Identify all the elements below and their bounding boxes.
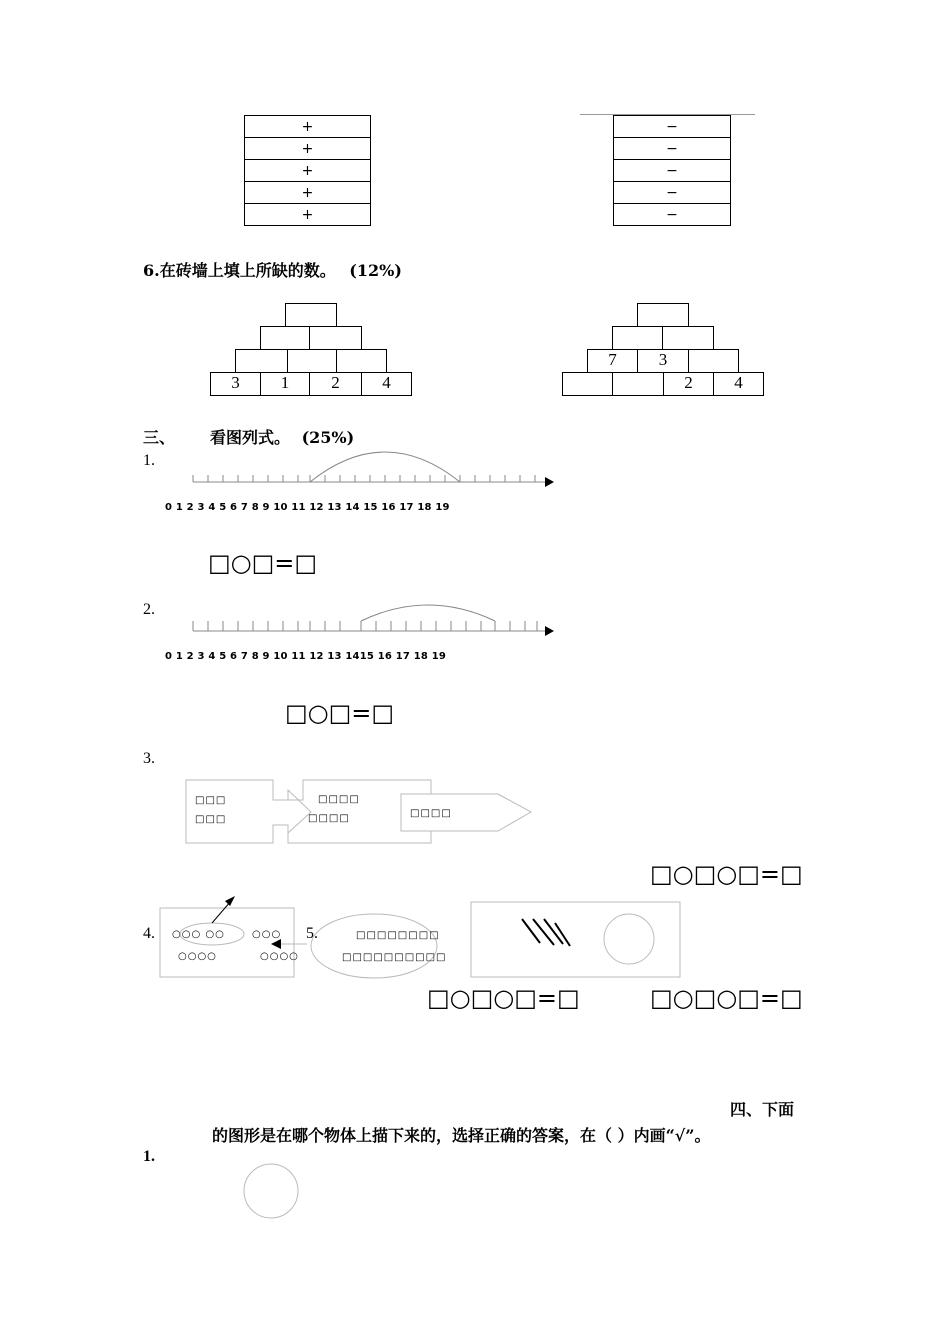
- q3-number: 3.: [143, 750, 155, 767]
- section4-circle-figure: [240, 1160, 302, 1222]
- q1-number: 1.: [143, 452, 155, 469]
- brick[interactable]: [612, 326, 663, 350]
- brick[interactable]: [688, 349, 739, 373]
- brick: 3: [637, 349, 689, 373]
- q3-box2-line2: □□□□: [308, 813, 350, 824]
- q5-ellipse: [305, 910, 455, 985]
- brick: 2: [663, 372, 714, 396]
- brick[interactable]: [287, 349, 337, 373]
- brick[interactable]: [336, 349, 387, 373]
- section3-label: 三、: [143, 428, 176, 447]
- q5-line1: □□□□□□□□: [356, 930, 440, 941]
- brick: 7: [587, 349, 638, 373]
- plus-cell[interactable]: +: [245, 138, 371, 160]
- plus-cell[interactable]: +: [245, 116, 371, 138]
- q3-box3: □□□□: [410, 808, 452, 819]
- brick: 3: [210, 372, 261, 396]
- brick[interactable]: [285, 303, 337, 327]
- section4-heading-line1: 四、下面: [730, 1100, 795, 1119]
- section4-heading-line2: 的图形是在哪个物体上描下来的，选择正确的答案，在（ ）内画“√”。: [212, 1126, 711, 1145]
- q6-heading: [143, 258, 402, 281]
- section3-title: 看图列式。: [210, 428, 291, 447]
- q3-box1-line1: □□□: [195, 795, 227, 806]
- section4-q1-number: 1.: [143, 1148, 155, 1165]
- number-line-1-labels: 0 1 2 3 4 5 6 7 8 9 10 11 12 13 14 15 16 17 18 19: [165, 502, 450, 513]
- plus-cell[interactable]: +: [245, 160, 371, 182]
- minus-cell[interactable]: −: [614, 204, 731, 226]
- q3-box1-line2: □□□: [195, 814, 227, 825]
- brick: 1: [260, 372, 310, 396]
- number-line-2-labels: 0 1 2 3 4 5 6 7 8 9 10 11 12 13 1415 16 17 18 19: [165, 651, 447, 662]
- minus-cell[interactable]: −: [614, 182, 731, 204]
- number-line-1: [185, 440, 565, 495]
- q6-score: (12%): [349, 261, 402, 280]
- minus-cell[interactable]: −: [614, 138, 731, 160]
- q2-number: 2.: [143, 601, 155, 618]
- q3-equation[interactable]: □○□○□=□: [650, 860, 803, 888]
- q2-equation[interactable]: □○□=□: [285, 699, 395, 727]
- q4-row2b: ○○○○: [260, 951, 299, 962]
- minus-cell[interactable]: −: [614, 160, 731, 182]
- q1-equation[interactable]: □○□=□: [208, 549, 318, 577]
- brick[interactable]: [562, 372, 613, 396]
- q4-row1a: ○○○ ○○: [172, 929, 225, 940]
- brick[interactable]: [612, 372, 664, 396]
- brick[interactable]: [260, 326, 310, 350]
- brick[interactable]: [309, 326, 362, 350]
- brick[interactable]: [662, 326, 714, 350]
- q6-number: 6.: [143, 261, 160, 280]
- brick: 2: [309, 372, 362, 396]
- plus-cell[interactable]: +: [245, 182, 371, 204]
- minus-table: [613, 115, 731, 226]
- q4-number: 4.: [143, 925, 155, 942]
- q5-picture: [470, 901, 684, 981]
- number-line-2: [185, 595, 565, 640]
- plus-cell[interactable]: +: [245, 204, 371, 226]
- q4-row1b: ○○○: [252, 929, 282, 940]
- brick: 4: [361, 372, 412, 396]
- q5-equation[interactable]: □○□○□=□: [650, 984, 803, 1012]
- q3-box2-line1: □□□□: [318, 794, 360, 805]
- brick[interactable]: [235, 349, 288, 373]
- q5-line2: □□□□□□□□□□: [342, 952, 447, 963]
- q3-arrow-boxes: [183, 778, 538, 848]
- q5-number: 5.: [306, 925, 318, 942]
- q4-equation[interactable]: □○□○□=□: [427, 984, 580, 1012]
- brick[interactable]: [637, 303, 689, 327]
- q4-row2a: ○○○○: [178, 951, 217, 962]
- section3-score: (25%): [301, 428, 355, 447]
- plus-table: [244, 115, 371, 226]
- q6-title: 在砖墙上填上所缺的数。: [159, 261, 336, 280]
- minus-cell[interactable]: −: [614, 116, 731, 138]
- brick: 4: [713, 372, 764, 396]
